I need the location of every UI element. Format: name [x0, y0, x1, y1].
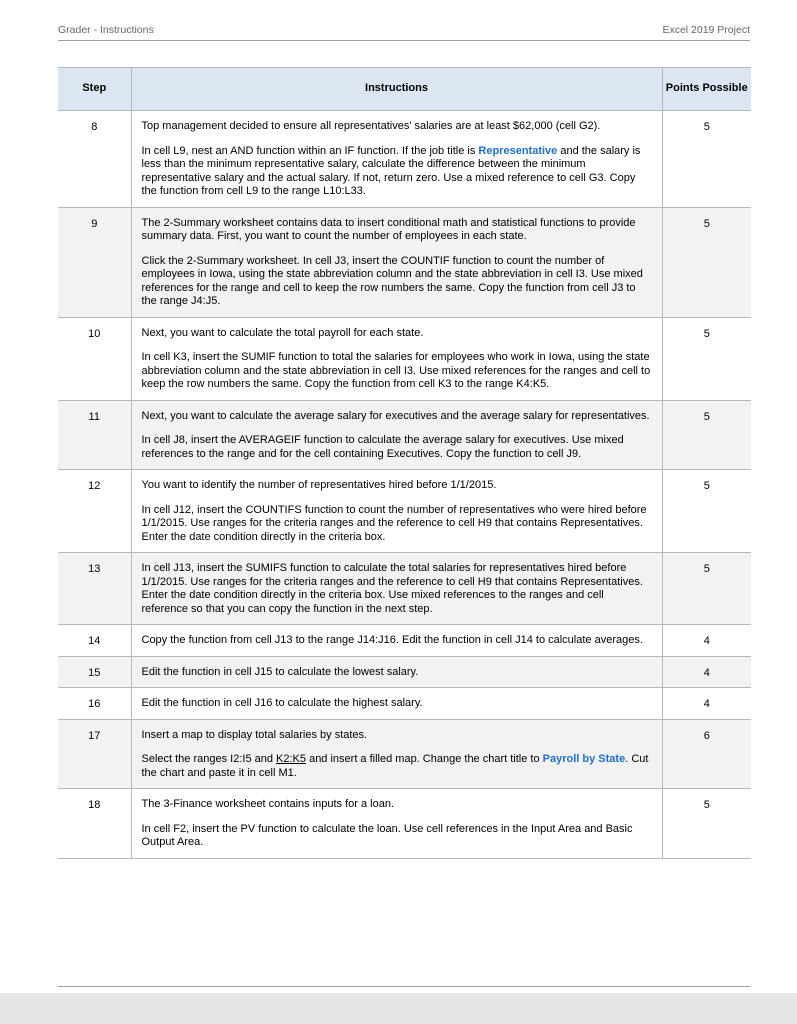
points-value: 5: [662, 400, 751, 470]
instruction-text: You want to identify the number of representatives hired before 1/1/2015.: [141, 479, 497, 491]
table-row: [58, 719, 751, 789]
highlight-term: Payroll by State: [542, 753, 626, 765]
table-row: [58, 470, 751, 553]
instruction-text: In cell J13, insert the SUMIFS function to calculate the total salaries for representatives hired before 1/1/2015. Use ranges for the criteria ranges and the reference to cell H9 that contains Representatives. Enter the date condition directly in the criteria box. Use mixed references to the ranges and cell reference so that you can copy the function in the next step.: [141, 562, 643, 615]
column-header-instructions: Instructions: [131, 68, 662, 111]
table-row: [58, 688, 751, 720]
points-value: 5: [662, 789, 751, 859]
instruction-text: Edit the function in cell J15 to calculate the lowest salary.: [141, 665, 419, 678]
points-value: 5: [662, 207, 751, 317]
table-row: [58, 789, 751, 859]
points-value: 4: [662, 625, 751, 657]
column-header-points: Points Possible: [662, 68, 751, 111]
instruction-cell: [131, 625, 662, 657]
highlight-term: Representative: [478, 144, 558, 157]
instruction-cell: [131, 789, 662, 859]
instruction-cell: [131, 207, 662, 317]
points-value: 5: [662, 317, 751, 400]
instruction-cell: [131, 688, 662, 720]
instruction-text: Next, you want to calculate the average salary for executives and the average salary for representatives.: [141, 409, 650, 422]
instruction-text: Select the ranges I2:I5 and K2:K5 and insert a filled map. Change the chart title to Payroll by State. Cut the chart and paste it in cell M1.: [141, 753, 649, 779]
column-header-step: Step: [58, 68, 131, 111]
table-row: [58, 656, 751, 688]
points-value: 5: [662, 553, 751, 625]
instruction-text: In cell L9, nest an AND function within an IF function. If the job title is Representative and the salary is less than the minimum representative salary, calculate the difference between the minimum representative salary and the actual salary. If not, return zero. Use a mixed reference to cell G3. Copy the function from cell L9 to the range L10:L33.: [141, 144, 641, 197]
instruction-cell: [131, 317, 662, 400]
step-number: 17: [58, 719, 131, 789]
header-left-title: Grader - Instructions: [58, 24, 154, 36]
instruction-cell: [131, 111, 662, 208]
step-number: 16: [58, 688, 131, 720]
points-value: 6: [662, 719, 751, 789]
table-row: [58, 625, 751, 657]
step-number: 10: [58, 317, 131, 400]
points-value: 4: [662, 688, 751, 720]
step-number: 14: [58, 625, 131, 657]
table-row: [58, 400, 751, 470]
underlined-range: K2:K5: [276, 753, 307, 765]
instruction-text: The 2-Summary worksheet contains data to insert conditional math and statistical functions to provide summary data. First, you want to count the number of employees in each state.: [141, 216, 636, 242]
points-value: 4: [662, 656, 751, 688]
step-number: 18: [58, 789, 131, 859]
instruction-text: Insert a map to display total salaries by states.: [141, 728, 368, 741]
footer-divider: [58, 986, 750, 987]
instruction-cell: [131, 400, 662, 470]
instruction-cell: [131, 719, 662, 789]
instruction-cell: [131, 553, 662, 625]
bottom-gray-band: [0, 993, 797, 1024]
points-value: 5: [662, 111, 751, 208]
table-row: [58, 207, 751, 317]
instruction-text: In cell F2, insert the PV function to calculate the loan. Use cell references in the Input Area and Basic Output Area.: [141, 822, 633, 848]
header-right-title: Excel 2019 Project: [662, 24, 750, 36]
table-header-row: [58, 68, 751, 111]
instruction-text: Click the 2-Summary worksheet. In cell J3, insert the COUNTIF function to count the number of employees in Iowa, using the state abbreviation column and the state abbreviation in cell I3. Use mixed references for the range and cell to keep the row numbers the same. Copy the function from cell J3 to the range J4:J5.: [141, 254, 643, 307]
instruction-text: The 3-Finance worksheet contains inputs for a loan.: [141, 798, 395, 810]
table-row: [58, 553, 751, 625]
step-number: 13: [58, 553, 131, 625]
step-number: 15: [58, 656, 131, 688]
table-row: [58, 111, 751, 208]
instruction-text: In cell K3, insert the SUMIF function to total the salaries for employees who work in Iowa, using the state abbreviation column and the state abbreviation in cell I3. Use mixed references for the ranges and cell to keep the row numbers the same. Copy the function from cell K3 to the range K4:K5.: [141, 351, 651, 390]
instruction-text: Edit the function in cell J16 to calculate the highest salary.: [141, 697, 423, 709]
table-row: [58, 317, 751, 400]
instruction-text: Copy the function from cell J13 to the range J14:J16. Edit the function in cell J14 to calculate averages.: [141, 634, 643, 646]
instructions-table: [58, 67, 751, 859]
step-number: 12: [58, 470, 131, 553]
page-header: [58, 24, 750, 41]
instruction-cell: [131, 470, 662, 553]
points-value: 5: [662, 470, 751, 553]
instruction-cell: [131, 656, 662, 688]
step-number: 8: [58, 111, 131, 208]
step-number: 11: [58, 400, 131, 470]
step-number: 9: [58, 207, 131, 317]
instruction-text: In cell J8, insert the AVERAGEIF function to calculate the average salary for executives. Use mixed references to the range and for the cell containing Executives. Copy the function to cell J9.: [141, 434, 624, 460]
instruction-text: Top management decided to ensure all representatives' salaries are at least $62,000 (cell G2).: [141, 120, 601, 132]
instruction-text: In cell J12, insert the COUNTIFS function to count the number of representatives who were hired before 1/1/2015. Use ranges for the criteria ranges and the reference to cell H9 that contains Representatives. Enter the date condition directly in the criteria box.: [141, 503, 647, 543]
instruction-text: Next, you want to calculate the total payroll for each state.: [141, 326, 424, 339]
